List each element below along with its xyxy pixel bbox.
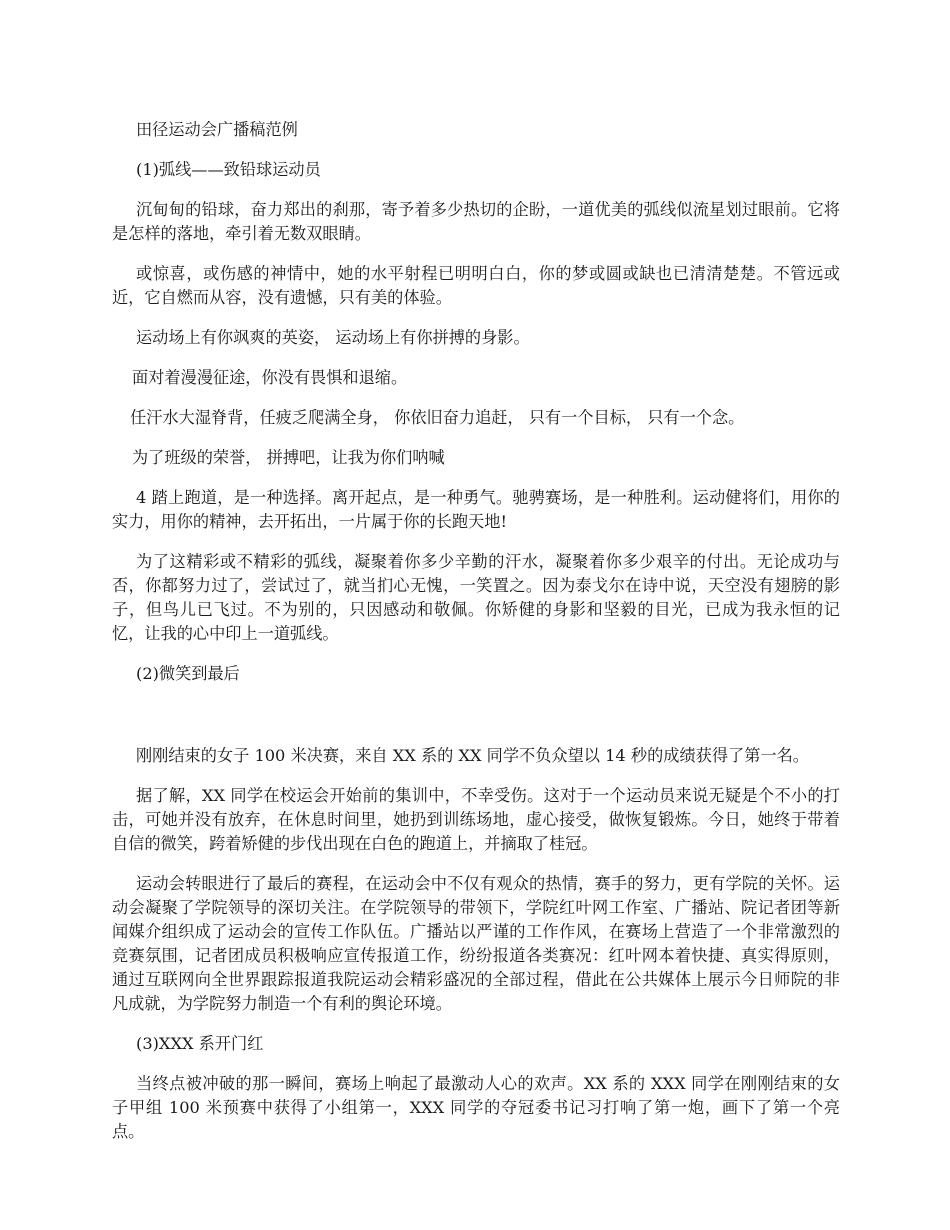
section-heading-2: (2)微笑到最后 xyxy=(136,664,240,683)
paragraph: 运动场上有你飒爽的英姿， 运动场上有你拼搏的身影。 xyxy=(136,328,530,347)
paragraph: 刚刚结束的女子 100 米决赛，来自 XX 系的 XX 同学不负众望以 14 秒的成绩获得了第一名。 xyxy=(136,746,809,765)
paragraph: 面对着漫漫征途，你没有畏惧和退缩。 xyxy=(132,368,408,387)
section-heading-1: (1)弧线——致铅球运动员 xyxy=(136,160,321,179)
paragraph: 据了解，XX 同学在校运会开始前的集训中，不幸受伤。这对于一个运动员来说无疑是个不小的打击，可她并没有放弃，在休息时间里，她扔到训练场地，虚心接受，做恢复锻炼。今日，她终于带着自信的微笑，跨着矫健的步伐出现在白色的跑道上，并摘取了桂冠。 xyxy=(112,786,840,853)
document-page xyxy=(112,118,840,1160)
blank-gap xyxy=(112,702,840,744)
paragraph: 运动会转眼进行了最后的赛程，在运动会中不仅有观众的热情，赛手的努力，更有学院的关怀。运动会凝聚了学院领导的深切关注。在学院领导的带领下，学院红叶网工作室、广播站、院记者团等新闻媒介组织成了运动会的宣传工作队伍。广播站以严谨的工作作风，在赛场上营造了一个非常激烈的竞赛氛围，记者团成员积极响应宣传报道工作，纷纷报道各类赛况：红叶网本着快捷、真实得原则，通过互联网向全世界跟踪报道我院运动会精彩盛况的全部过程，借此在公共媒体上展示今日师院的非凡成就，为学院努力制造一个有利的舆论环境。 xyxy=(112,874,840,1013)
section-heading-3: (3)XXX 系开门红 xyxy=(136,1034,264,1053)
paragraph: 4 踏上跑道，是一种选择。离开起点，是一种勇气。驰骋赛场，是一种胜利。运动健将们，用你的实力，用你的精神，去开拓出，一片属于你的长跑天地! xyxy=(112,488,840,531)
paragraph: 沉甸甸的铅球，奋力郑出的刹那，寄予着多少热切的企盼，一道优美的弧线似流星划过眼前。它将是怎样的落地，牵引着无数双眼睛。 xyxy=(112,200,840,243)
paragraph: 当终点被冲破的那一瞬间，赛场上响起了最激动人心的欢声。XX 系的 XXX 同学在刚刚结束的女子甲组 100 米预赛中获得了小组第一，XXX 同学的夺冠委书记习打响了第一炮，画下了第一个亮点。 xyxy=(112,1074,840,1141)
document-title: 田径运动会广播稿范例 xyxy=(136,120,298,139)
paragraph: 任汗水大湿脊背，任疲乏爬满全身， 你依旧奋力追赶， 只有一个目标， 只有一个念。 xyxy=(130,408,745,427)
paragraph: 或惊喜，或伤感的神情中，她的水平射程已明明白白，你的梦或圆或缺也已清清楚楚。不管远或近，它自燃而从容，没有遗憾，只有美的体验。 xyxy=(112,264,840,307)
paragraph: 为了班级的荣誉， 拼搏吧，让我为你们呐喊 xyxy=(132,448,445,467)
paragraph: 为了这精彩或不精彩的弧线，凝聚着你多少辛勤的汗水，凝聚着你多少艰辛的付出。无论成功与否，你都努力过了，尝试过了，就当扪心无愧，一笑置之。因为泰戈尔在诗中说，天空没有翅膀的影子，但鸟儿已飞过。不为别的，只因感动和敬佩。你矫健的身影和坚毅的目光，已成为我永恒的记忆，让我的心中印上一道弧线。 xyxy=(112,552,840,643)
